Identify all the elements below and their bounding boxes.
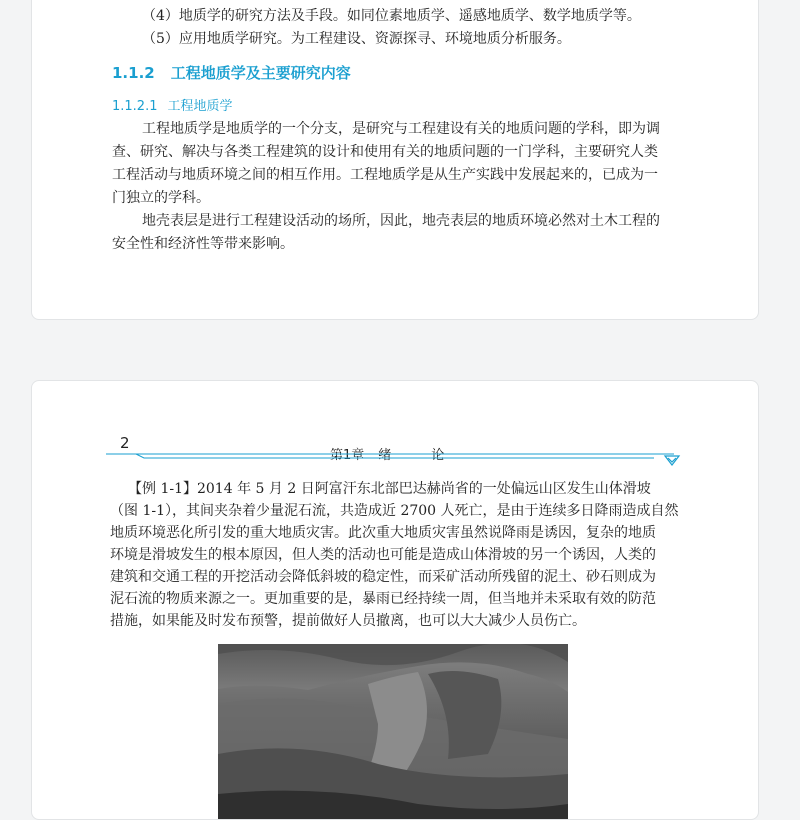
chapter-title-1: 绪: [378, 448, 392, 463]
paragraph-line: 工程地质学是地质学的一个分支，是研究与工程建设有关的地质问题的学科，即为调: [142, 121, 660, 137]
example-line: 【例 1-1】2014 年 5 月 2 日阿富汗东北部巴达赫尚省的一处偏远山区发生山体滑坡: [128, 481, 651, 497]
chapter-title-2: 论: [431, 448, 445, 463]
example-line: 建筑和交通工程的开挖活动会降低斜坡的稳定性，而采矿活动所残留的泥土、砂石则成为: [110, 569, 656, 585]
example-line: 泥石流的物质来源之一。更加重要的是，暴雨已经持续一周，但当地并未采取有效的防范: [110, 591, 656, 607]
page-top: [31, 0, 759, 320]
chevron-down-icon: [665, 456, 679, 465]
section-number: 1.1.2: [112, 64, 155, 82]
page-number: 2: [120, 434, 130, 452]
header-rule: [106, 453, 686, 469]
subsection-title: 工程地质学: [167, 99, 233, 114]
example-line: 地质环境恶化所引发的重大地质灾害。此次重大地质灾害虽然说降雨是诱因，复杂的地质: [110, 525, 656, 541]
landslide-photo: [218, 644, 568, 820]
section-heading: [112, 62, 351, 83]
page-bottom: [31, 380, 759, 820]
paragraph-line: 工程活动与地质环境之间的相互作用。工程地质学是从生产实践中发展起来的，已成为一: [112, 167, 658, 183]
example-line: 措施，如果能及时发布预警，提前做好人员撤离，也可以大大减少人员伤亡。: [110, 613, 586, 629]
section-title: 工程地质学及主要研究内容: [170, 64, 351, 82]
subsection-heading: [112, 95, 233, 114]
chapter-label: 第1章: [330, 448, 365, 463]
paragraph-line: 查、研究、解决与各类工程建筑的设计和使用有关的地质问题的一门学科，主要研究人类: [112, 144, 658, 160]
paragraph-line: 门独立的学科。: [112, 190, 210, 206]
example-line: （图 1-1），其间夹杂着少量泥石流，共造成近 2700 人死亡，是由于连续多日降雨造成自然: [110, 503, 679, 519]
list-item-5: （5）应用地质学研究。为工程建设、资源探寻、环境地质分析服务。: [142, 31, 571, 47]
subsection-number: 1.1.2.1: [112, 99, 158, 114]
example-line: 环境是滑坡发生的根本原因，但人类的活动也可能是造成山体滑坡的另一个诱因，人类的: [110, 547, 656, 563]
list-item-4: （4）地质学的研究方法及手段。如同位素地质学、遥感地质学、数学地质学等。: [142, 8, 641, 24]
paragraph-line: 地壳表层是进行工程建设活动的场所，因此，地壳表层的地质环境必然对土木工程的: [142, 213, 660, 229]
paragraph-line: 安全性和经济性等带来影响。: [112, 236, 294, 252]
